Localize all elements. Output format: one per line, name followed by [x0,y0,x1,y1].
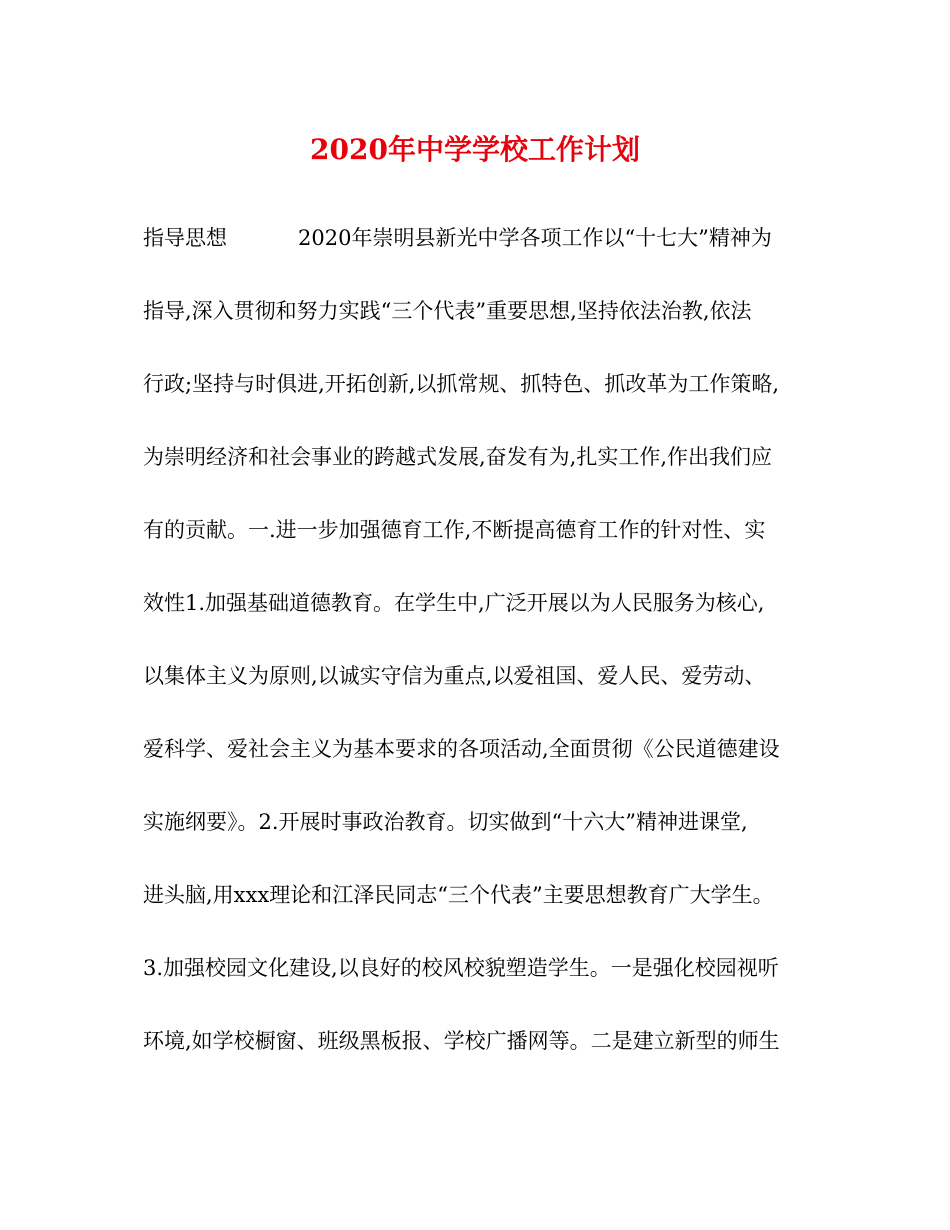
text-line: 以集体主义为原则,以诚实守信为重点,以爱祖国、爱人民、爱劳动、 [143,664,766,688]
text-line: 环境,如学校橱窗、班级黑板报、学校广播网等。二是建立新型的师生 [143,1029,780,1053]
text-line: 爱科学、爱社会主义为基本要求的各项活动,全面贯彻《公民道德建设 [143,737,780,761]
text-line: 进头脑,用xxx理论和江泽民同志“三个代表”主要思想教育广大学生。 [143,883,774,907]
document-title: 2020年中学学校工作计划 [310,133,640,166]
text-line: 行政;坚持与时俱进,开拓创新,以抓常规、抓特色、抓改革为工作策略, [143,372,780,396]
text-line-content: 2020年崇明县新光中学各项工作以“十七大”精神为 [298,226,772,250]
text-line: 为崇明经济和社会事业的跨越式发展,奋发有为,扎实工作,作出我们应 [143,445,773,469]
text-line: 效性1.加强基础道德教育。在学生中,广泛开展以为人民服务为核心, [143,591,765,615]
text-line: 实施纲要》。2.开展时事政治教育。切实做到“十六大”精神进课堂, [143,810,748,834]
text-line: 有的贡献。一.进一步加强德育工作,不断提高德育工作的针对性、实 [143,518,766,542]
text-line: 指导,深入贯彻和努力实践“三个代表”重要思想,坚持依法治教,依法 [143,299,752,323]
text-line: 3.加强校园文化建设,以良好的校风校貌塑造学生。一是强化校园视听 [143,956,779,980]
document-body [143,218,823,1094]
section-heading: 指导思想 [143,226,227,250]
text-line [143,218,823,291]
